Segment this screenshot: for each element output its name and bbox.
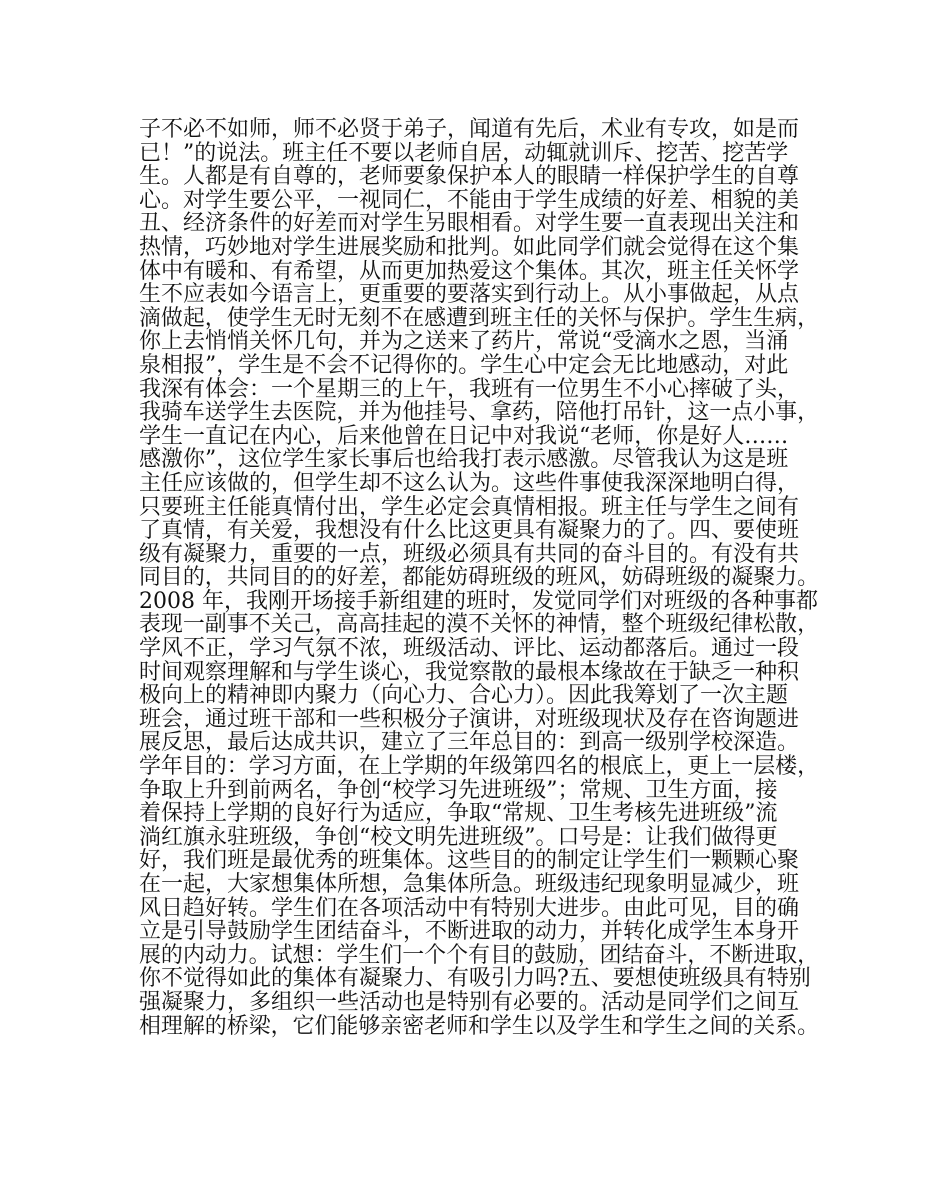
text-line-12: 我深有体会：一个星期三的上午，我班有一位男生不小心摔破了头， — [139, 376, 800, 402]
text-line-10: 你上去悄悄关怀几句，并为之送来了药片，常说“受滴水之恩，当涌 — [139, 329, 789, 355]
text-line-39: 相理解的桥梁，它们能够亲密老师和学生以及学生和学生之间的关系。 — [139, 1013, 820, 1039]
text-line-26: 班会，通过班干部和一些积极分子演讲，对班级现状及存在咨询题进 — [139, 706, 800, 732]
text-line-24: 时间观察理解和与学生谈心，我觉察散的最根本缘故在于缺乏一种积 — [139, 659, 800, 685]
text-line-33: 在一起，大家想集体所想，急集体所急。班级违纪现象明显减少，班 — [139, 872, 800, 897]
text-line-2: 已！”的说法。班主任不要以老师自居，动辄就训斥、挖苦、挖苦学 — [139, 140, 789, 166]
text-line-32: 好，我们班是最优秀的班集体。这些目的的制定让学生们一颗颗心聚 — [139, 848, 800, 874]
text-line-23: 学风不正，学习气氛不浓，班级活动、评比、运动都落后。通过一段 — [139, 636, 800, 662]
text-line-19: 级有凝聚力，重要的一点，班级必须具有共同的奋斗目的。有没有共 — [139, 541, 800, 567]
text-line-35: 立是引导鼓励学生团结奋斗，不断进取的动力，并转化成学生本身开 — [139, 919, 800, 945]
text-line-36: 展的内动力。试想：学生们一个个有目的鼓励，团结奋斗，不断进取， — [139, 942, 820, 968]
text-line-22: 表现一副事不关己，高高挂起的漠不关怀的神情，整个班级纪律松散， — [139, 612, 820, 638]
text-line-25: 极向上的精神即内聚力（向心力、合心力）。因此我筹划了一次主题 — [139, 683, 789, 709]
text-line-15: 感激你”，这位学生家长事后也给我打表示感激。尽管我认为这是班 — [139, 447, 789, 473]
body-text — [139, 118, 819, 1038]
text-line-18: 了真情，有关爱，我想没有什么比这更具有凝聚力的了。四、要使班 — [139, 518, 800, 544]
text-line-31: 淌红旗永驻班级，争创“校文明先进班级”。口号是：让我们做得更 — [139, 824, 778, 850]
text-line-1: 子不必不如师，师不必贤于弟子，闻道有先后，术业有专攻，如是而 — [139, 117, 800, 142]
text-line-29: 争取上升到前两名，争创“校学习先进班级”；常规、卫生方面，接 — [139, 777, 778, 803]
text-line-4: 心。对学生要公平，一视同仁，不能由于学生成绩的好差、相貌的美 — [139, 187, 800, 213]
text-line-27: 展反思，最后达成共识，建立了三年总目的：到高一级别学校深造。 — [139, 730, 800, 756]
text-line-17: 只要班主任能真情付出，学生必定会真情相报。班主任与学生之间有 — [139, 494, 800, 520]
text-line-11: 泉相报”，学生是不会不记得你的。学生心中定会无比地感动，对此 — [139, 352, 789, 378]
text-line-28: 学年目的：学习方面，在上学期的年级第四名的根底上，更上一层楼， — [139, 754, 820, 780]
text-line-5: 丑、经济条件的好差而对学生另眼相看。对学生要一直表现出关注和 — [139, 211, 800, 237]
text-line-13: 我骑车送学生去医院，并为他挂号、拿药，陪他打吊针，这一点小事， — [139, 400, 820, 426]
text-line-21: 2008 年，我刚开场接手新组建的班时，发觉同学们对班级的各种事都 — [139, 588, 818, 614]
text-line-3: 生。人都是有自尊的，老师要象保护本人的眼睛一样保护学生的自尊 — [139, 164, 800, 190]
text-line-34: 风日趋好转。学生们在各项活动中有特别大进步。由此可见，目的确 — [139, 895, 800, 921]
text-line-14: 学生一直记在内心，后来他曾在日记中对我说“老师，你是好人…… — [139, 423, 789, 449]
text-line-16: 主任应该做的，但学生却不这么认为。这些件事使我深深地明白得， — [139, 470, 800, 496]
text-line-20: 同目的，共同目的的好差，都能妨碍班级的班风，妨碍班级的凝聚力。 — [139, 565, 820, 591]
text-line-37: 你不觉得如此的集体有凝聚力、有吸引力吗?五、要想使班级具有特别 — [139, 966, 811, 992]
text-line-9: 滴做起，使学生无时无刻不在感遭到班主任的关怀与保护。学生生病， — [139, 305, 820, 331]
text-line-30: 着保持上学期的良好行为适应，争取“常规、卫生考核先进班级”流 — [139, 801, 778, 827]
text-line-38: 强凝聚力，多组织一些活动也是特别有必要的。活动是同学们之间互 — [139, 989, 800, 1015]
text-line-6: 热情，巧妙地对学生进展奖励和批判。如此同学们就会觉得在这个集 — [139, 234, 800, 260]
text-line-8: 生不应表如今语言上，更重要的要落实到行动上。从小事做起，从点 — [139, 282, 800, 308]
text-line-7: 体中有暖和、有希望，从而更加热爱这个集体。其次，班主任关怀学 — [139, 258, 800, 284]
